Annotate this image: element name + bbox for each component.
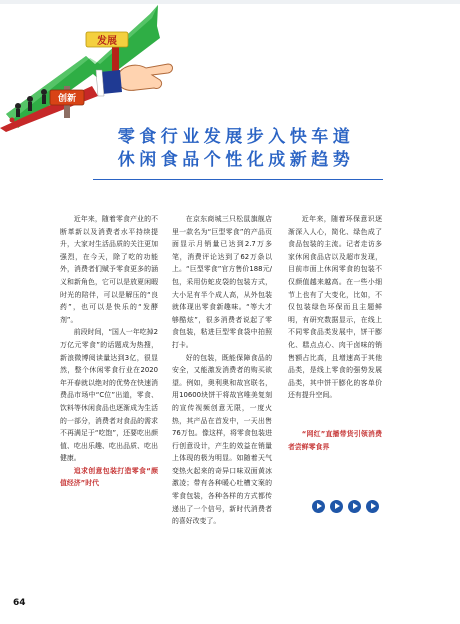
- growth-arrow-illustration: [0, 0, 176, 132]
- innovate-sign: [50, 86, 84, 118]
- article-column-2: [172, 213, 272, 528]
- column-3-paragraph-1: 近年来，随着环保意识逐渐深入人心，简化、绿色成了食品包装的主流。记者走访多家休闲食品店以及超市发现，目前市面上休闲零食的包装不仅颜值越来越高。在一些小细节上也有了大变化，比如，不仅包装绿色环保而且主题鲜明，有研究数据显示，在线上不同零食品类发展中，饼干膨化、糕点点心、肉干卤味的销售额占比高，且增速高于其他品类，是线上零食的强势发展品类，其中饼干膨化的客单价还有提升空间。: [288, 215, 382, 400]
- title-line-2: 休闲食品个性化成新趋势: [117, 150, 355, 170]
- svg-text:创新: 创新: [57, 94, 77, 104]
- section-heading-livestream: “网红”直播带货引领消费者尝鲜零食界: [288, 429, 382, 451]
- play-dot-icon: [348, 500, 361, 513]
- page-number: 64: [13, 598, 26, 608]
- article-column-1: [60, 213, 158, 490]
- end-marker-dots: [312, 500, 384, 514]
- title-rule: [93, 179, 383, 180]
- section-heading-packaging: 追求创意包装打造零食“颜值经济”时代: [60, 466, 158, 488]
- column-1-paragraph-2: 前段时间，“国人一年吃掉2万亿元零食”的话题成为热搜，新浪微博阅读量达到3亿，很显然，整个休闲零食行业在2020年开春就以绝对的优势在快速消费品市场中“C位”出道，零食、饮料等休闲食品也逐渐成为生活的一部分，消费者对食品的需求不再满足于“吃饱”，还要吃出颜值、吃出乐趣、吃出品质、吃出健康。: [60, 328, 158, 463]
- title-line-1: 零食行业发展步入快车道: [117, 127, 355, 147]
- column-2-paragraph-1: 在京东商城三只松鼠旗舰店里一款名为“巨型零食”的产品页面显示月销量已达到2.7万多笔，消费评论达到了62万条以上。“巨型零食”官方售价188元/包，采用仿蛇皮袋的包装方式，大小足有半个成人高，从外包装就体现出零食新趣味。“等大才够酷炫”，很多消费者说起了零食包装，粘进巨型零食袋中拍照打卡。: [172, 215, 272, 349]
- play-dot-icon: [330, 500, 343, 513]
- article-column-3: [288, 213, 382, 453]
- article-title: [96, 126, 376, 172]
- column-1-paragraph-1: 近年来，随着零食产业的不断革新以及消费者水平持续提升，大家对生活品质的关注更加强烈，在今天，除了吃的功能外，消费者们赋予零食更多的涵义和新角色，它可以是放夏闲暇时光的陪伴，可以是解压的“良药”，也可以是快乐的“发酵剂”。: [60, 215, 158, 324]
- column-2-paragraph-2: 好的包装，既能保障食品的安全，又能激发消费者的购买欲望。例如，奥利奥和故宫联名，用10600块饼干将故宫唯美复刻的宣传视频创意无限，一度火热，其产品在首发中，一天出售76万包。像这样，将零食包装进行创意设计，产生的效益在销量上体现的极为明显。如随着天气变热火起来的奇异口味双面黄冰激凌；带有各种暖心吐槽文案的零食包装，各种各样的方式都传递出了一个信号，新时代消费者的喜好改变了。: [172, 353, 272, 526]
- svg-text:发展: 发展: [97, 36, 117, 47]
- play-dot-icon: [312, 500, 325, 513]
- play-dot-icon: [366, 500, 379, 513]
